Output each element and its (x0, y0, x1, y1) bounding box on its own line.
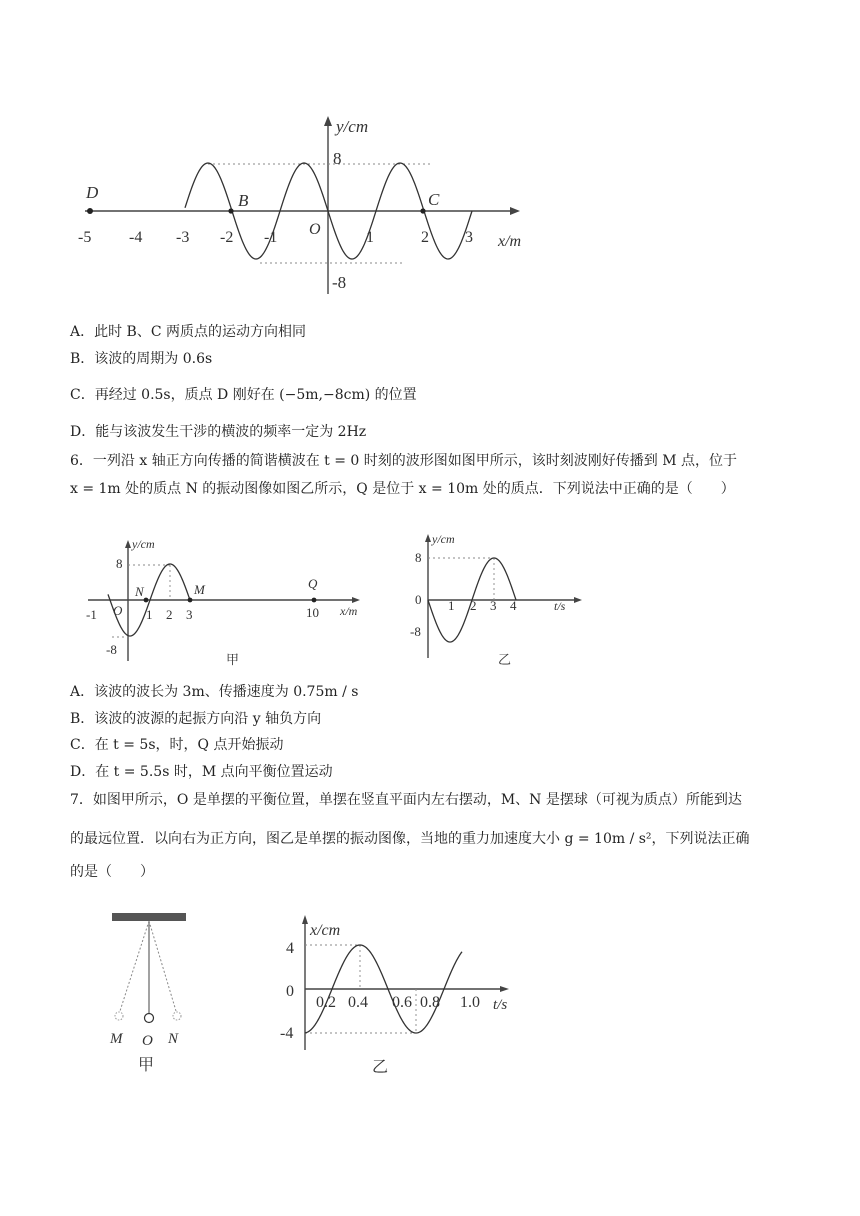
y-tick-neg4: -4 (280, 1025, 294, 1042)
ceiling-bar (112, 913, 186, 921)
x-tick-neg1: -1 (86, 607, 97, 622)
point-label-q: Q (308, 576, 318, 591)
x-tick-1: 1 (448, 598, 455, 613)
figure-q7-pendulum (104, 908, 194, 1078)
y-tick-8: 8 (333, 149, 342, 168)
x-tick-origin: O (309, 221, 321, 238)
figure-caption: 乙 (498, 652, 512, 667)
q6-option-a: A．该波的波长为 3m、传播速度为 0.75m / s (70, 684, 359, 700)
x-tick-4: 4 (510, 598, 517, 613)
x-tick-2: 2 (470, 598, 477, 613)
q6-stem-line2: x = 1m 处的质点 N 的振动图像如图乙所示，Q 是位于 x = 10m 处的质点．下列说法中正确的是（ ） (70, 481, 735, 497)
q5-option-a: A．此时 B、C 两质点的运动方向相同 (70, 324, 307, 340)
x-tick-2: 2 (166, 607, 173, 622)
x-tick-1: 1 (366, 229, 374, 246)
x-axis-label: t/s (554, 599, 566, 613)
x-tick-neg4: -4 (129, 229, 143, 246)
y-tick-neg8: -8 (106, 642, 117, 657)
x-tick-neg1: -1 (264, 229, 278, 246)
q6-option-b: B．该波的波源的起振方向沿 y 轴负方向 (70, 711, 322, 727)
q7-stem-line3: 的是（ ） (70, 864, 154, 880)
y-tick-0: 0 (286, 983, 294, 1000)
x-tick-neg5: -5 (78, 229, 92, 246)
point-label-n: N (135, 584, 144, 599)
x-tick-0-8: 0.8 (420, 994, 440, 1011)
x-tick-origin: O (113, 603, 123, 618)
q5-option-b: B．该波的周期为 0.6s (70, 351, 213, 367)
label-o: O (142, 1033, 153, 1049)
y-tick-0: 0 (415, 592, 422, 607)
q6-stem-line1: 6．一列沿 x 轴正方向传播的简谐横波在 t = 0 时刻的波形图如图甲所示，该时刻波刚好传播到 M 点，位于 (70, 453, 738, 469)
x-tick-3: 3 (465, 229, 473, 246)
q5-option-c: C．再经过 0.5s，质点 D 刚好在 (−5m,−8cm) 的位置 (70, 387, 417, 403)
y-tick-8: 8 (415, 550, 422, 565)
figure-caption: 乙 (372, 1059, 389, 1076)
x-tick-0-6: 0.6 (392, 994, 412, 1011)
y-axis-label: y/cm (432, 532, 455, 546)
figure-wave-q5 (80, 112, 540, 302)
label-m: M (110, 1031, 123, 1047)
point-label-m: M (194, 582, 205, 597)
y-tick-neg8: -8 (332, 273, 347, 292)
figure-q7-yi (280, 912, 520, 1080)
x-tick-3: 3 (490, 598, 497, 613)
y-axis-label: y/cm (132, 537, 155, 551)
y-tick-4: 4 (286, 940, 294, 957)
pendulum-bob (145, 1014, 154, 1023)
x-tick-3: 3 (186, 607, 193, 622)
point-label-d: D (86, 183, 99, 202)
figure-q6-yi (406, 530, 586, 670)
y-axis-label: x/cm (310, 922, 341, 939)
x-tick-1-0: 1.0 (460, 994, 480, 1011)
y-axis-label: y/cm (336, 117, 369, 136)
q5-option-d: D．能与该波发生干涉的横波的频率一定为 2Hz (70, 424, 367, 440)
figure-q6-jia (86, 536, 376, 670)
x-axis-label: x/m (340, 604, 358, 618)
x-tick-0-2: 0.2 (316, 994, 336, 1011)
x-tick-2: 2 (421, 229, 429, 246)
q7-stem-line2: 的最远位置．以向右为正方向，图乙是单摆的振动图像，当地的重力加速度大小 g = 10m / s²，下列说法正确 (70, 831, 750, 847)
q6-option-c: C．在 t = 5s，时，Q 点开始振动 (70, 737, 284, 753)
x-axis-label: t/s (493, 997, 508, 1013)
label-n: N (168, 1031, 179, 1047)
x-tick-neg2: -2 (220, 229, 234, 246)
figure-caption: 甲 (226, 652, 240, 667)
y-tick-neg8: -8 (410, 624, 421, 639)
q6-option-d: D．在 t = 5.5s 时，M 点向平衡位置运动 (70, 764, 333, 780)
y-tick-8: 8 (116, 556, 123, 571)
x-axis-label: x/m (498, 233, 522, 250)
point-label-c: C (428, 190, 440, 209)
x-tick-0-4: 0.4 (348, 994, 368, 1011)
x-tick-neg3: -3 (176, 229, 190, 246)
x-tick-10: 10 (306, 605, 319, 620)
q7-stem-line1: 7．如图甲所示，O 是单摆的平衡位置，单摆在竖直平面内左右摆动，M、N 是摆球（可视为质点）所能到达 (70, 792, 742, 808)
figure-caption: 甲 (138, 1057, 155, 1074)
x-tick-1: 1 (146, 607, 153, 622)
point-label-b: B (238, 191, 249, 210)
